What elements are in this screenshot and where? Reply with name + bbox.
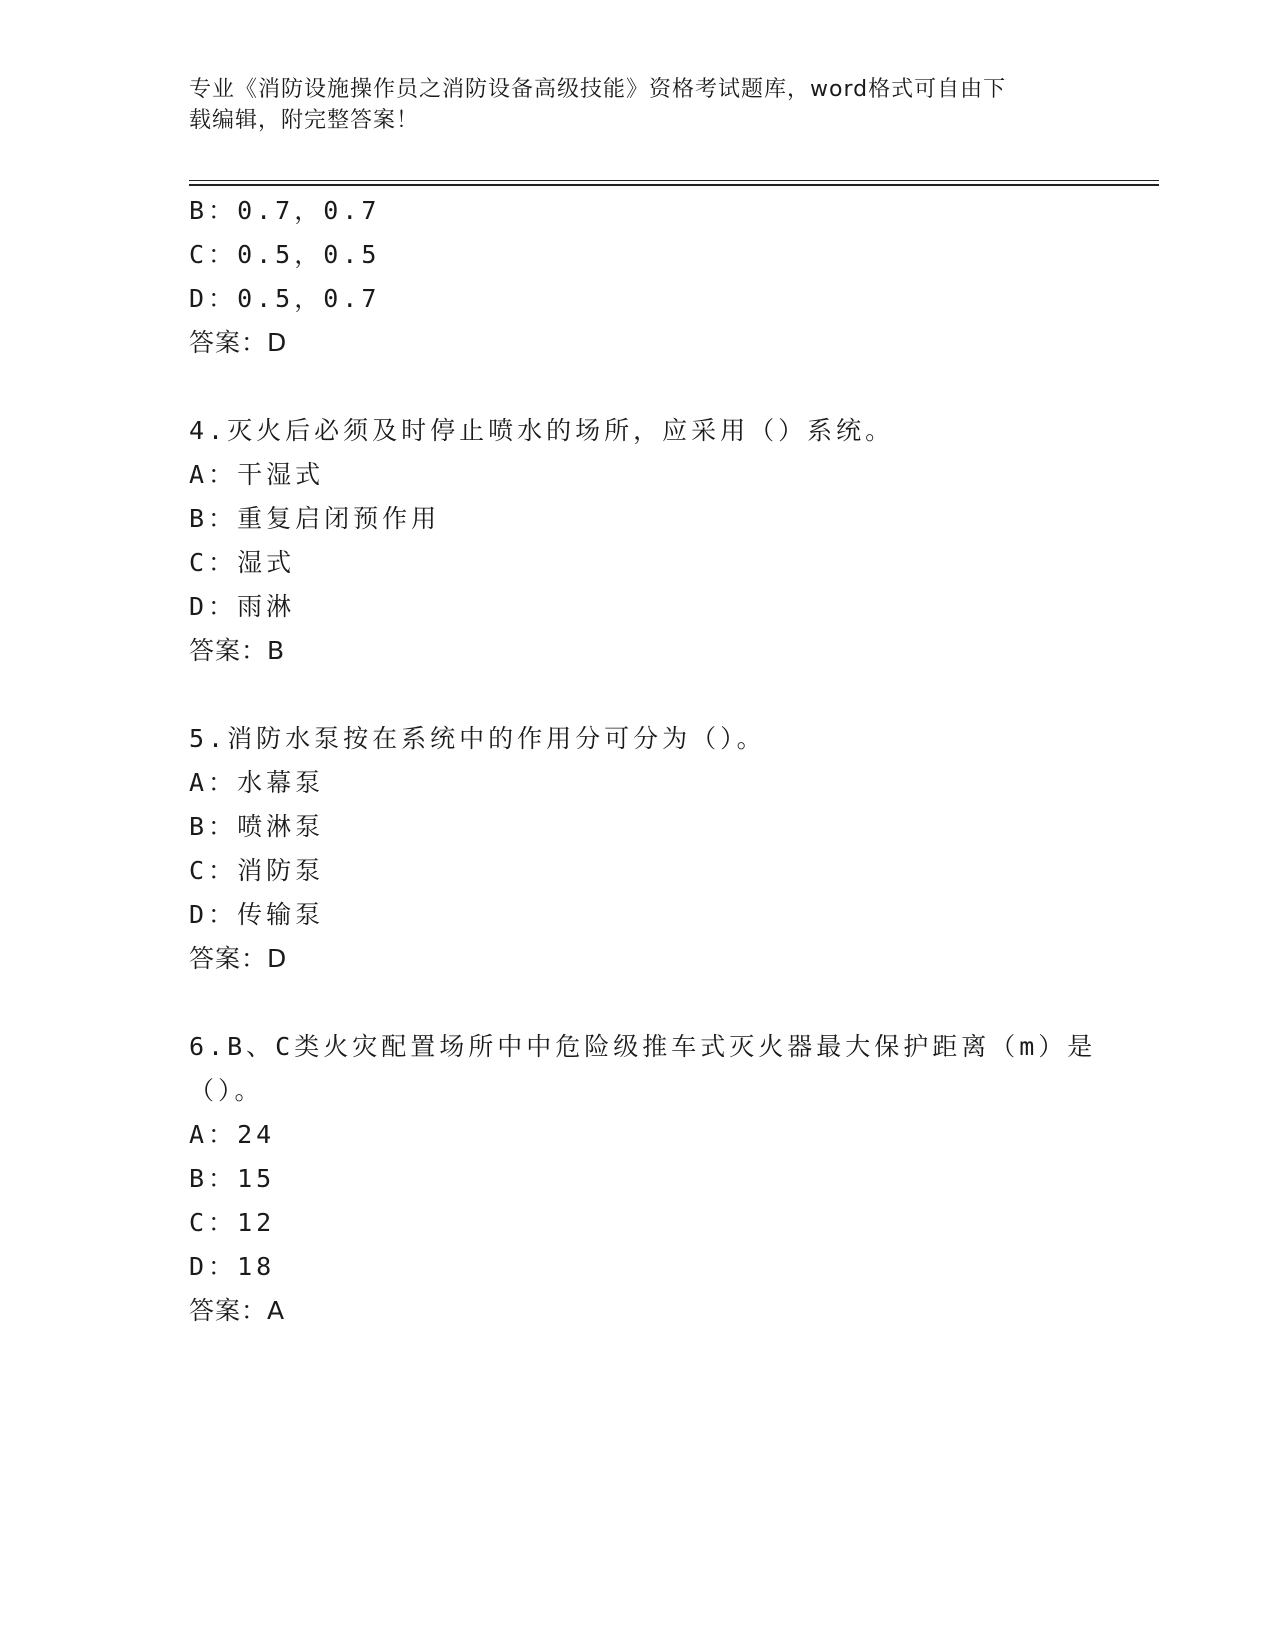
option-letter: C： [189, 240, 238, 269]
option-text: 24 [237, 1120, 276, 1149]
q4-option-d [189, 592, 295, 622]
option-text: 12 [237, 1208, 276, 1237]
document-header [189, 74, 1089, 136]
option-letter: D： [189, 900, 238, 929]
option-text: 雨淋 [237, 592, 296, 621]
option-letter: A： [189, 1120, 238, 1149]
option-letter: D： [189, 592, 238, 621]
q6-option-c [189, 1208, 275, 1238]
q5-option-d [189, 900, 324, 930]
option-text: 水幕泵 [237, 768, 325, 797]
option-text: 0.5，0.7 [237, 284, 381, 313]
option-letter: B： [189, 196, 238, 225]
option-letter: C： [189, 548, 238, 577]
q5-stem: 5.消防水泵按在系统中的作用分可分为（）。 [189, 724, 766, 753]
option-text: 喷淋泵 [237, 812, 325, 841]
option-letter: B： [189, 504, 238, 533]
option-text: 15 [237, 1164, 276, 1193]
option-letter: D： [189, 284, 238, 313]
option-text: 湿式 [237, 548, 296, 577]
q5-answer: 答案：D [189, 944, 288, 973]
option-text: 消防泵 [237, 856, 325, 885]
q4-option-c [189, 548, 295, 578]
option-letter: B： [189, 1164, 238, 1193]
prev-answer: 答案：D [189, 328, 288, 357]
header-line-1: 专业《消防设施操作员之消防设备高级技能》资格考试题库，word格式可自由下 [189, 77, 1007, 102]
option-letter: C： [189, 856, 238, 885]
prev-option-d [189, 284, 380, 314]
q6-answer: 答案：A [189, 1296, 286, 1325]
q6-stem-line-2: （）。 [189, 1076, 264, 1105]
q4-stem: 4.灭火后必须及时停止喷水的场所，应采用（）系统。 [189, 416, 895, 445]
option-letter: D： [189, 1252, 238, 1281]
q5-option-c [189, 856, 324, 886]
q4-option-b [189, 504, 440, 534]
option-letter: A： [189, 460, 238, 489]
q5-option-a [189, 768, 324, 798]
q4-answer: 答案：B [189, 636, 286, 665]
option-text: 0.5，0.5 [237, 240, 381, 269]
q5-option-b [189, 812, 324, 842]
q6-option-a [189, 1120, 275, 1150]
option-letter: B： [189, 812, 238, 841]
option-text: 18 [237, 1252, 276, 1281]
q6-option-b [189, 1164, 275, 1194]
option-text: 重复启闭预作用 [237, 504, 441, 533]
option-letter: C： [189, 1208, 238, 1237]
option-text: 干湿式 [237, 460, 325, 489]
option-text: 传输泵 [237, 900, 325, 929]
header-line-2: 载编辑，附完整答案！ [189, 108, 420, 133]
prev-option-c [189, 240, 380, 270]
q6-stem-line-1: 6.B、C类火灾配置场所中中危险级推车式灭火器最大保护距离（m）是 [189, 1032, 1097, 1061]
q4-option-a [189, 460, 324, 490]
option-text: 0.7，0.7 [237, 196, 381, 225]
option-letter: A： [189, 768, 238, 797]
prev-option-b [189, 196, 380, 226]
header-divider-thin [189, 180, 1159, 181]
header-divider-thick [189, 184, 1159, 186]
q6-option-d [189, 1252, 275, 1282]
